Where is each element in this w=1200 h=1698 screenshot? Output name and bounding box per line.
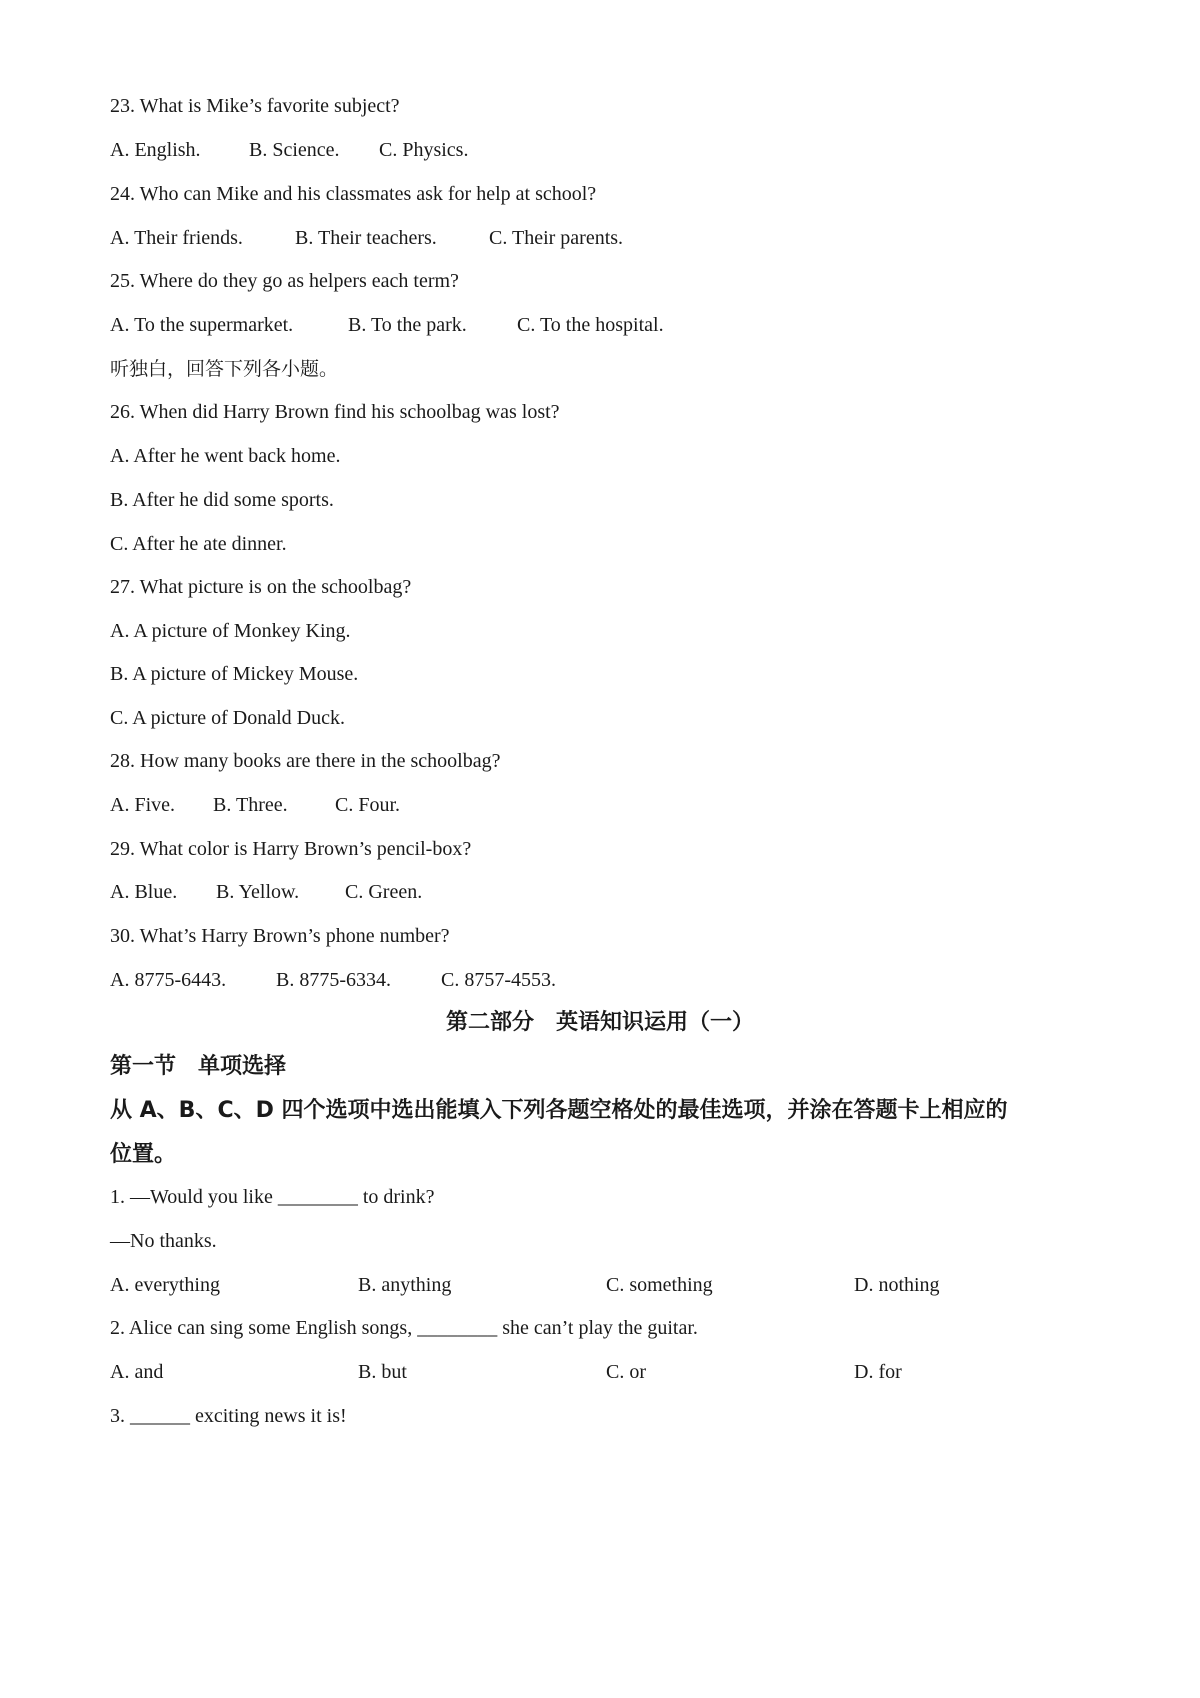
section-instruction-line2: 位置。 bbox=[110, 1142, 177, 1167]
options-25 bbox=[110, 311, 1110, 339]
option-23-c: C. Physics. bbox=[379, 139, 469, 161]
mc-question-2: 2. Alice can sing some English songs, ________ she can’t play the guitar. bbox=[110, 1317, 698, 1339]
mc-option-1-b: B. anything bbox=[358, 1274, 452, 1296]
option-29-c: C. Green. bbox=[345, 881, 423, 903]
option-28-c: C. Four. bbox=[335, 794, 401, 816]
section-title: 第一节 单项选择 bbox=[110, 1054, 287, 1079]
option-24-a: A. Their friends. bbox=[110, 227, 243, 249]
question-29: 29. What color is Harry Brown’s pencil-box? bbox=[110, 838, 472, 860]
option-30-c: C. 8757-4553. bbox=[441, 969, 556, 991]
option-27-a: A. A picture of Monkey King. bbox=[110, 620, 351, 642]
options-30 bbox=[110, 966, 1110, 994]
mc-option-2-a: A. and bbox=[110, 1361, 164, 1383]
part-two-title: 第二部分 英语知识运用（一） bbox=[445, 1010, 754, 1035]
option-30-a: A. 8775-6443. bbox=[110, 969, 227, 991]
section-instruction-line1: 从 A、B、C、D 四个选项中选出能填入下列各题空格处的最佳选项，并涂在答题卡上相应的 bbox=[110, 1098, 1008, 1123]
option-26-b: B. After he did some sports. bbox=[110, 489, 334, 511]
mc-question-3: 3. ______ exciting news it is! bbox=[110, 1405, 347, 1427]
question-24: 24. Who can Mike and his classmates ask for help at school? bbox=[110, 183, 597, 205]
option-25-a: A. To the supermarket. bbox=[110, 314, 294, 336]
monologue-instruction: 听独白，回答下列各小题。 bbox=[110, 358, 339, 380]
option-23-a: A. English. bbox=[110, 139, 201, 161]
option-29-b: B. Yellow. bbox=[216, 881, 300, 903]
question-25: 25. Where do they go as helpers each term? bbox=[110, 270, 459, 292]
option-27-c: C. A picture of Donald Duck. bbox=[110, 707, 345, 729]
options-28 bbox=[110, 791, 1110, 819]
option-27-b: B. A picture of Mickey Mouse. bbox=[110, 663, 359, 685]
option-23-b: B. Science. bbox=[249, 139, 340, 161]
question-30: 30. What’s Harry Brown’s phone number? bbox=[110, 925, 450, 947]
mc-option-1-d: D. nothing bbox=[854, 1274, 940, 1296]
option-25-c: C. To the hospital. bbox=[517, 314, 664, 336]
mc-options-2 bbox=[110, 1358, 1110, 1386]
option-29-a: A. Blue. bbox=[110, 881, 178, 903]
option-28-b: B. Three. bbox=[213, 794, 288, 816]
option-30-b: B. 8775-6334. bbox=[276, 969, 391, 991]
mc-option-2-c: C. or bbox=[606, 1361, 646, 1383]
options-29 bbox=[110, 878, 1110, 906]
option-25-b: B. To the park. bbox=[348, 314, 467, 336]
options-23 bbox=[110, 136, 1110, 164]
question-27: 27. What picture is on the schoolbag? bbox=[110, 576, 412, 598]
question-26: 26. When did Harry Brown find his schoolbag was lost? bbox=[110, 401, 560, 423]
mc-options-1 bbox=[110, 1271, 1110, 1299]
question-28: 28. How many books are there in the schoolbag? bbox=[110, 750, 501, 772]
mc-option-2-d: D. for bbox=[854, 1361, 902, 1383]
mc-option-2-b: B. but bbox=[358, 1361, 407, 1383]
options-24 bbox=[110, 224, 1110, 252]
option-26-a: A. After he went back home. bbox=[110, 445, 341, 467]
option-24-b: B. Their teachers. bbox=[295, 227, 437, 249]
option-28-a: A. Five. bbox=[110, 794, 175, 816]
mc-question-1: 1. —Would you like ________ to drink? bbox=[110, 1186, 435, 1208]
mc-option-1-c: C. something bbox=[606, 1274, 713, 1296]
question-23: 23. What is Mike’s favorite subject? bbox=[110, 95, 400, 117]
mc-question-1-reply: —No thanks. bbox=[110, 1230, 217, 1252]
mc-option-1-a: A. everything bbox=[110, 1274, 220, 1296]
option-24-c: C. Their parents. bbox=[489, 227, 624, 249]
option-26-c: C. After he ate dinner. bbox=[110, 533, 287, 555]
